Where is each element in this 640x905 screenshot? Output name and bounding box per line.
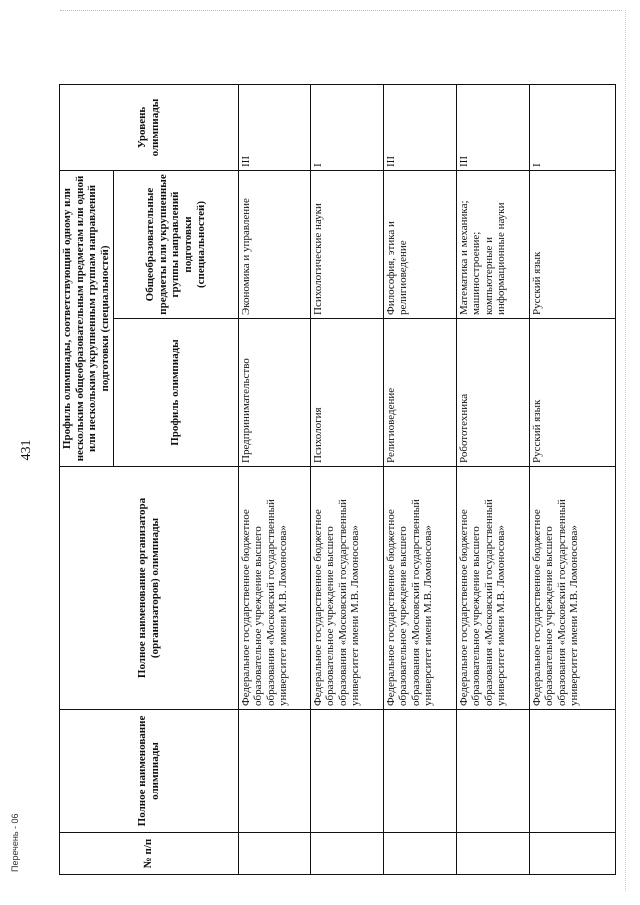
cell-num <box>310 833 383 875</box>
header-num: № п/п <box>60 833 239 875</box>
cell-level: III <box>383 85 456 171</box>
cell-level: I <box>529 85 615 171</box>
cell-name <box>383 710 456 833</box>
header-subjects: Общеобразовательные предметы или укрупненные группы направлений подготовки (специальностей) <box>113 171 238 319</box>
cell-organizer: Федеральное государственное бюджетное образовательное учреждение высшего образования «Московский государственный университет имени М.В. Ломоносова» <box>383 467 456 710</box>
cell-num <box>383 833 456 875</box>
cell-level: I <box>310 85 383 171</box>
header-organizer: Полное наименование организатора (организаторов) олимпиады <box>60 467 239 710</box>
rotated-page <box>19 85 625 875</box>
table-row <box>383 85 456 875</box>
table-row <box>238 85 310 875</box>
cell-subjects: Психологические науки <box>310 171 383 319</box>
footer-text: Перечень - 06 <box>10 813 20 872</box>
cell-profile: Психология <box>310 319 383 467</box>
header-profile-group: Профиль олимпиады, соответствующий одному или нескольким общеобразовательным предметам или одной или нескольким укрупненным группам направлений подготовки (специальностей) <box>60 171 114 467</box>
cell-level: III <box>238 85 310 171</box>
table-row <box>529 85 615 875</box>
cell-name <box>238 710 310 833</box>
header-name: Полное наименование олимпиады <box>60 710 239 833</box>
cell-organizer: Федеральное государственное бюджетное образовательное учреждение высшего образования «Московский государственный университет имени М.В. Ломоносова» <box>310 467 383 710</box>
cell-level: III <box>456 85 529 171</box>
cell-name <box>529 710 615 833</box>
cell-profile: Предпринимательство <box>238 319 310 467</box>
header-level: Уровень олимпиады <box>60 85 239 171</box>
cell-profile: Русский язык <box>529 319 615 467</box>
cell-organizer: Федеральное государственное бюджетное образовательное учреждение высшего образования «Московский государственный университет имени М.В. Ломоносова» <box>529 467 615 710</box>
cell-num <box>238 833 310 875</box>
cell-subjects: Математика и механика; машиностроение; компьютерные и информационные науки <box>456 171 529 319</box>
cell-name <box>310 710 383 833</box>
header-row-1 <box>60 85 114 875</box>
page-number: 431 <box>19 439 34 461</box>
olympiad-table <box>59 84 616 875</box>
cell-profile: Робототехника <box>456 319 529 467</box>
cell-subjects: Философия, этика и религиоведение <box>383 171 456 319</box>
scan-border-top <box>60 10 622 11</box>
cell-profile: Религиоведение <box>383 319 456 467</box>
header-profile: Профиль олимпиады <box>113 319 238 467</box>
cell-subjects: Экономика и управление <box>238 171 310 319</box>
scan-border-right <box>625 10 626 891</box>
cell-organizer: Федеральное государственное бюджетное образовательное учреждение высшего образования «Московский государственный университет имени М.В. Ломоносова» <box>238 467 310 710</box>
cell-subjects: Русский язык <box>529 171 615 319</box>
cell-num <box>529 833 615 875</box>
table-row <box>310 85 383 875</box>
cell-organizer: Федеральное государственное бюджетное образовательное учреждение высшего образования «Московский государственный университет имени М.В. Ломоносова» <box>456 467 529 710</box>
table-row <box>456 85 529 875</box>
cell-name <box>456 710 529 833</box>
cell-num <box>456 833 529 875</box>
